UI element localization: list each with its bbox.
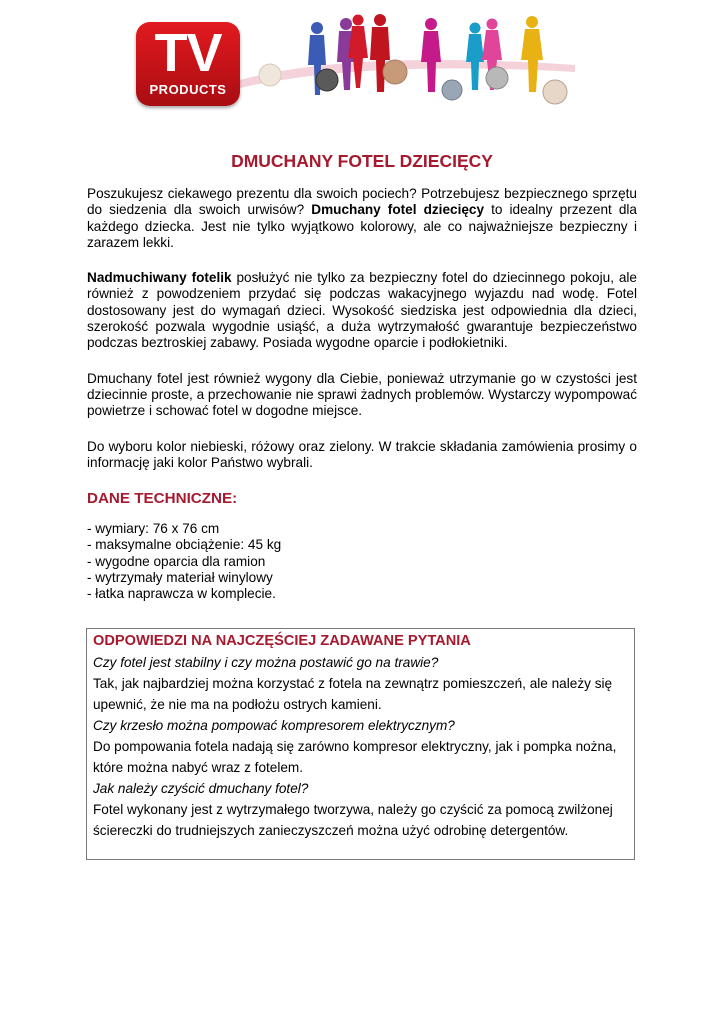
- intro-text-start: Poszukujesz ciekawego prezentu dla swoich pociech? Potrzebujesz bezpiecznego sprzętu do siedzenia dla swoich urwisów?: [87, 186, 637, 218]
- specs-heading: DANE TECHNICZNE:: [87, 490, 238, 508]
- maintenance-paragraph: Dmuchany fotel jest również wygony dla Ciebie, ponieważ utrzymanie go w czystości jest dziecinnie proste, a przechowanie nie sprawi żadnych problemów. Wystarczy wypompować powietrze i schować fotel w dogodne miejsce.: [87, 370, 637, 419]
- faq-answer: Fotel wykonany jest z wytrzymałego tworzywa, należy go czyścić za pomocą zwilżonej ściereczki do trudniejszych zanieczyszczeń można użyć odrobinę detergentów.: [93, 802, 613, 838]
- intro-text-end: to idealny przezent dla każdego dziecka. Jest nie tylko wyjątkowo kolorowy, ale co najważniejsze bezpieczny i zarazem lekki.: [87, 202, 637, 250]
- spec-item: - wygodne oparcia dla ramion: [87, 553, 266, 569]
- features-text: posłużyć nie tylko za bezpieczny fotel do dziecinnego pokoju, ale również z powodzeniem przydać się podczas wakacyjnego wyjazdu nad wodę. Fotel dostosowany jest do wymagań dzieci. Wysokość siedziska jest odpowiednia dla dzieci, szerokość pozwala wygodnie usiąść, a duża wytrzymałość gwarantuje bezpieczeństwo podczas beztroskiej zabawy. Posiada wygodne oparcie i podłokietniki.: [87, 270, 637, 351]
- specs-list: [87, 521, 637, 602]
- spec-item: - łatka naprawcza w komplecie.: [87, 586, 276, 602]
- tv-products-logo: [136, 22, 240, 106]
- spec-item: - maksymalne obciążenie: 45 kg: [87, 537, 282, 553]
- faq-question: Jak należy czyścić dmuchany fotel?: [93, 781, 309, 796]
- spec-item: - wytrzymały materiał winylowy: [87, 570, 273, 586]
- person-cyan-icon: [466, 23, 484, 91]
- faq-answer: Tak, jak najbardziej można korzystać z fotela na zewnątrz pomieszczeń, ale należy się upewnić, że nie ma na podłożu ostrych kamieni.: [93, 676, 613, 712]
- page-title: DMUCHANY FOTEL DZIECIĘCY: [231, 151, 493, 171]
- faq-question: Czy krzesło można pompować kompresorem elektrycznym?: [93, 718, 455, 733]
- person-magenta-icon: [421, 18, 441, 92]
- spec-item: - wymiary: 76 x 76 cm: [87, 521, 220, 537]
- intro-paragraph: [87, 186, 637, 251]
- colors-paragraph: Do wyboru kolor niebieski, różowy oraz zielony. W trakcie składania zamówienia prosimy o informację jaki kolor Państwo wybrali.: [87, 438, 637, 470]
- logo-tv-text: TV: [154, 23, 222, 83]
- faq-heading: ODPOWIEDZI NA NAJCZĘŚCIEJ ZADAWANE PYTANIA: [93, 633, 471, 649]
- features-bold-name: Nadmuchiwany fotelik: [87, 270, 232, 286]
- faq-answer: Do pompowania fotela nadają się zarówno kompresor elektryczny, jak i pompka nożna, które można nabyć wraz z fotelem.: [93, 739, 617, 775]
- faq-question: Czy fotel jest stabilny i czy można postawić go na trawie?: [93, 655, 439, 670]
- faq-box: [86, 628, 635, 860]
- intro-bold-product-name: Dmuchany fotel dziecięcy: [311, 202, 485, 218]
- logo-products-text: PRODUCTS: [149, 82, 227, 97]
- features-paragraph: [87, 270, 637, 351]
- product-description: [87, 150, 637, 603]
- person-yellow-icon: [521, 16, 543, 92]
